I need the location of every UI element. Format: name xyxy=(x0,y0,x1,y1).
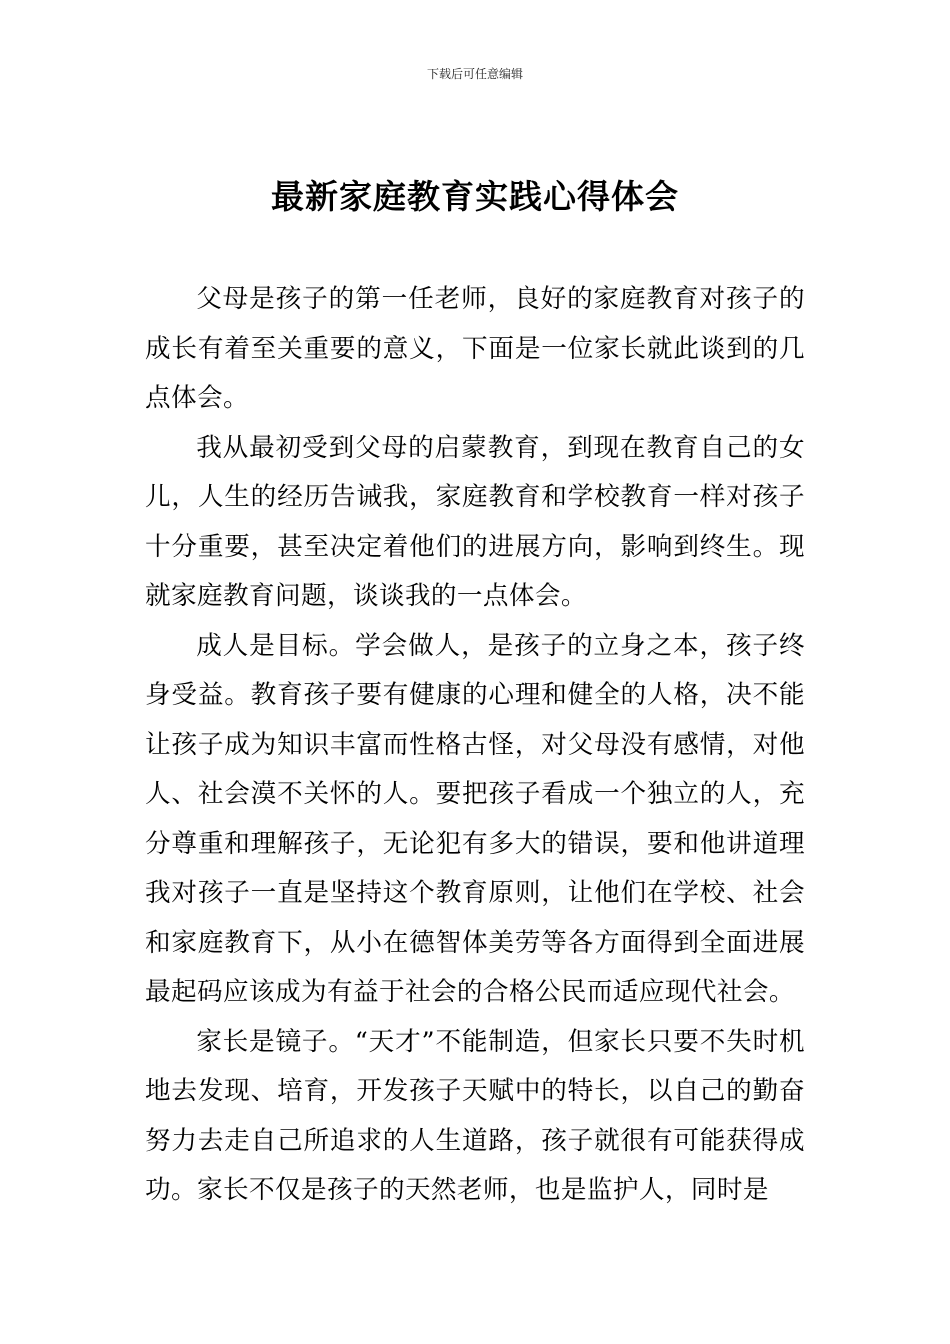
paragraph-1: 父母是孩子的第一任老师，良好的家庭教育对孩子的成长有着至关重要的意义，下面是一位家长就此谈到的几点体会。 xyxy=(145,284,805,413)
paragraph-4: 家长是镜子。“天才”不能制造，但家长只要不失时机地去发现、培育，开发孩子天赋中的特长，以自己的勤奋努力去走自己所追求的人生道路，孩子就很有可能获得成功。家长不仅是孩子的天然老师，也是监护人，同时是 xyxy=(145,1026,805,1205)
header-note: 下载后可任意编辑 xyxy=(426,67,523,81)
document-body xyxy=(145,275,805,1216)
document-title: 最新家庭教育实践心得体会 xyxy=(271,177,679,216)
paragraph-2: 我从最初受到父母的启蒙教育，到现在教育自己的女儿，人生的经历告诫我，家庭教育和学校教育一样对孩子十分重要，甚至决定着他们的进展方向，影响到终生。现就家庭教育问题，谈谈我的一点体会。 xyxy=(145,432,805,611)
paragraph-3: 成人是目标。学会做人，是孩子的立身之本，孩子终身受益。教育孩子要有健康的心理和健全的人格，决不能让孩子成为知识丰富而性格古怪，对父母没有感情，对他人、社会漠不关怀的人。要把孩子看成一个独立的人，充分尊重和理解孩子，无论犯有多大的错误，要和他讲道理我对孩子一直是坚持这个教育原则，让他们在学校、社会和家庭教育下，从小在德智体美劳等各方面得到全面进展最起码应该成为有益于社会的合格公民而适应现代社会。 xyxy=(145,630,805,1007)
